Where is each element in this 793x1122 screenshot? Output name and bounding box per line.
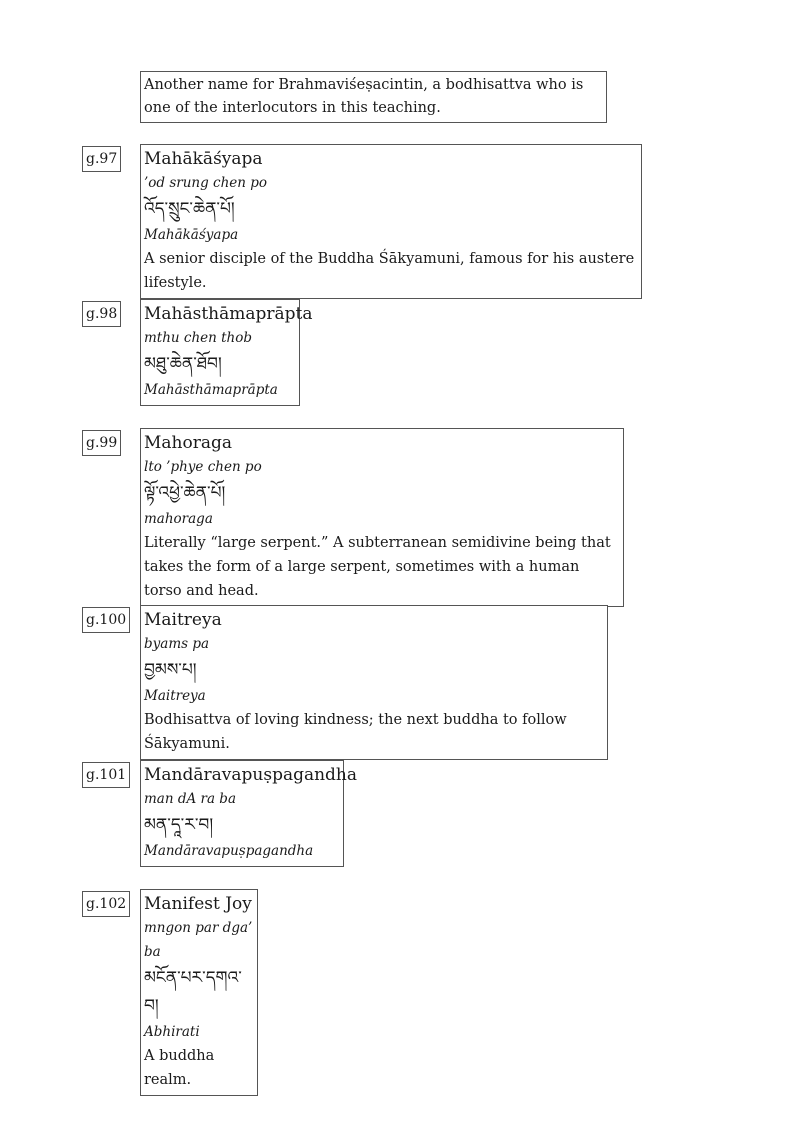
entry-sanskrit: Mahākāśyapa (144, 227, 239, 243)
entry-term: Mahākāśyapa (144, 149, 263, 169)
glossary-entry (140, 144, 642, 299)
entry-definition: A buddha realm. (144, 1048, 215, 1088)
entry-sanskrit: Abhirati (144, 1024, 200, 1040)
entry-definition: A senior disciple of the Buddha Śākyamuni, famous for his austere lifestyle. (144, 251, 635, 291)
entry-sanskrit: Maitreya (144, 688, 206, 704)
entry-tibetan: མན་དཱ་ར་བ། (144, 815, 214, 835)
entry-definition: Literally “large serpent.” A subterranean semidivine being that takes the form of a large serpent, sometimes with a human torso and head. (144, 535, 611, 599)
entry-term: Mahoraga (144, 433, 233, 453)
glossary-entry (140, 428, 624, 607)
entry-term: Mahāsthāmaprāpta (144, 304, 313, 324)
entry-tibetan: མངོན་པར་དགའ་བ། (144, 968, 242, 1016)
continued-definition: Another name for Brahmaviśeṣacintin, a bodhisattva who is one of the interlocutors in this teaching. (140, 71, 607, 123)
entry-tibetan: འོད་སྲུང་ཆེན་པོ། (144, 199, 235, 219)
glossary-number[interactable]: g.97 (82, 146, 121, 172)
glossary-entry (140, 605, 608, 760)
entry-sanskrit: Mandāravapuṣpagandha (144, 843, 314, 859)
glossary-entry (140, 299, 313, 406)
entry-wylie: byams pa (144, 636, 210, 652)
glossary-number[interactable]: g.101 (82, 762, 130, 788)
entry-definition: Bodhisattva of loving kindness; the next buddha to follow Śākyamuni. (144, 712, 567, 752)
glossary-number[interactable]: g.98 (82, 301, 121, 327)
entry-term: Maitreya (144, 610, 222, 630)
glossary-number[interactable]: g.102 (82, 891, 130, 917)
entry-wylie: lto ’phye chen po (144, 459, 262, 475)
entry-sanskrit: Mahāsthāmaprāpta (144, 382, 278, 398)
entry-term: Manifest Joy (144, 894, 252, 914)
glossary-number[interactable]: g.100 (82, 607, 130, 633)
entry-wylie: mthu chen thob (144, 330, 253, 346)
entry-wylie: man dA ra ba (144, 791, 237, 807)
entry-tibetan: མཐུ་ཆེན་ཐོབ། (144, 354, 222, 374)
entry-sanskrit: mahoraga (144, 511, 213, 527)
entry-tibetan: བྱམས་པ། (144, 660, 197, 680)
entry-wylie: ’od srung chen po (144, 175, 268, 191)
glossary-number[interactable]: g.99 (82, 430, 121, 456)
glossary-entry (140, 889, 258, 1096)
glossary-entry (140, 760, 358, 867)
entry-wylie: mngon par dga’ ba (144, 920, 253, 960)
entry-tibetan: ལྟོ་འཕྱེ་ཆེན་པོ། (144, 483, 226, 503)
entry-term: Mandāravapuṣpagandha (144, 765, 358, 785)
